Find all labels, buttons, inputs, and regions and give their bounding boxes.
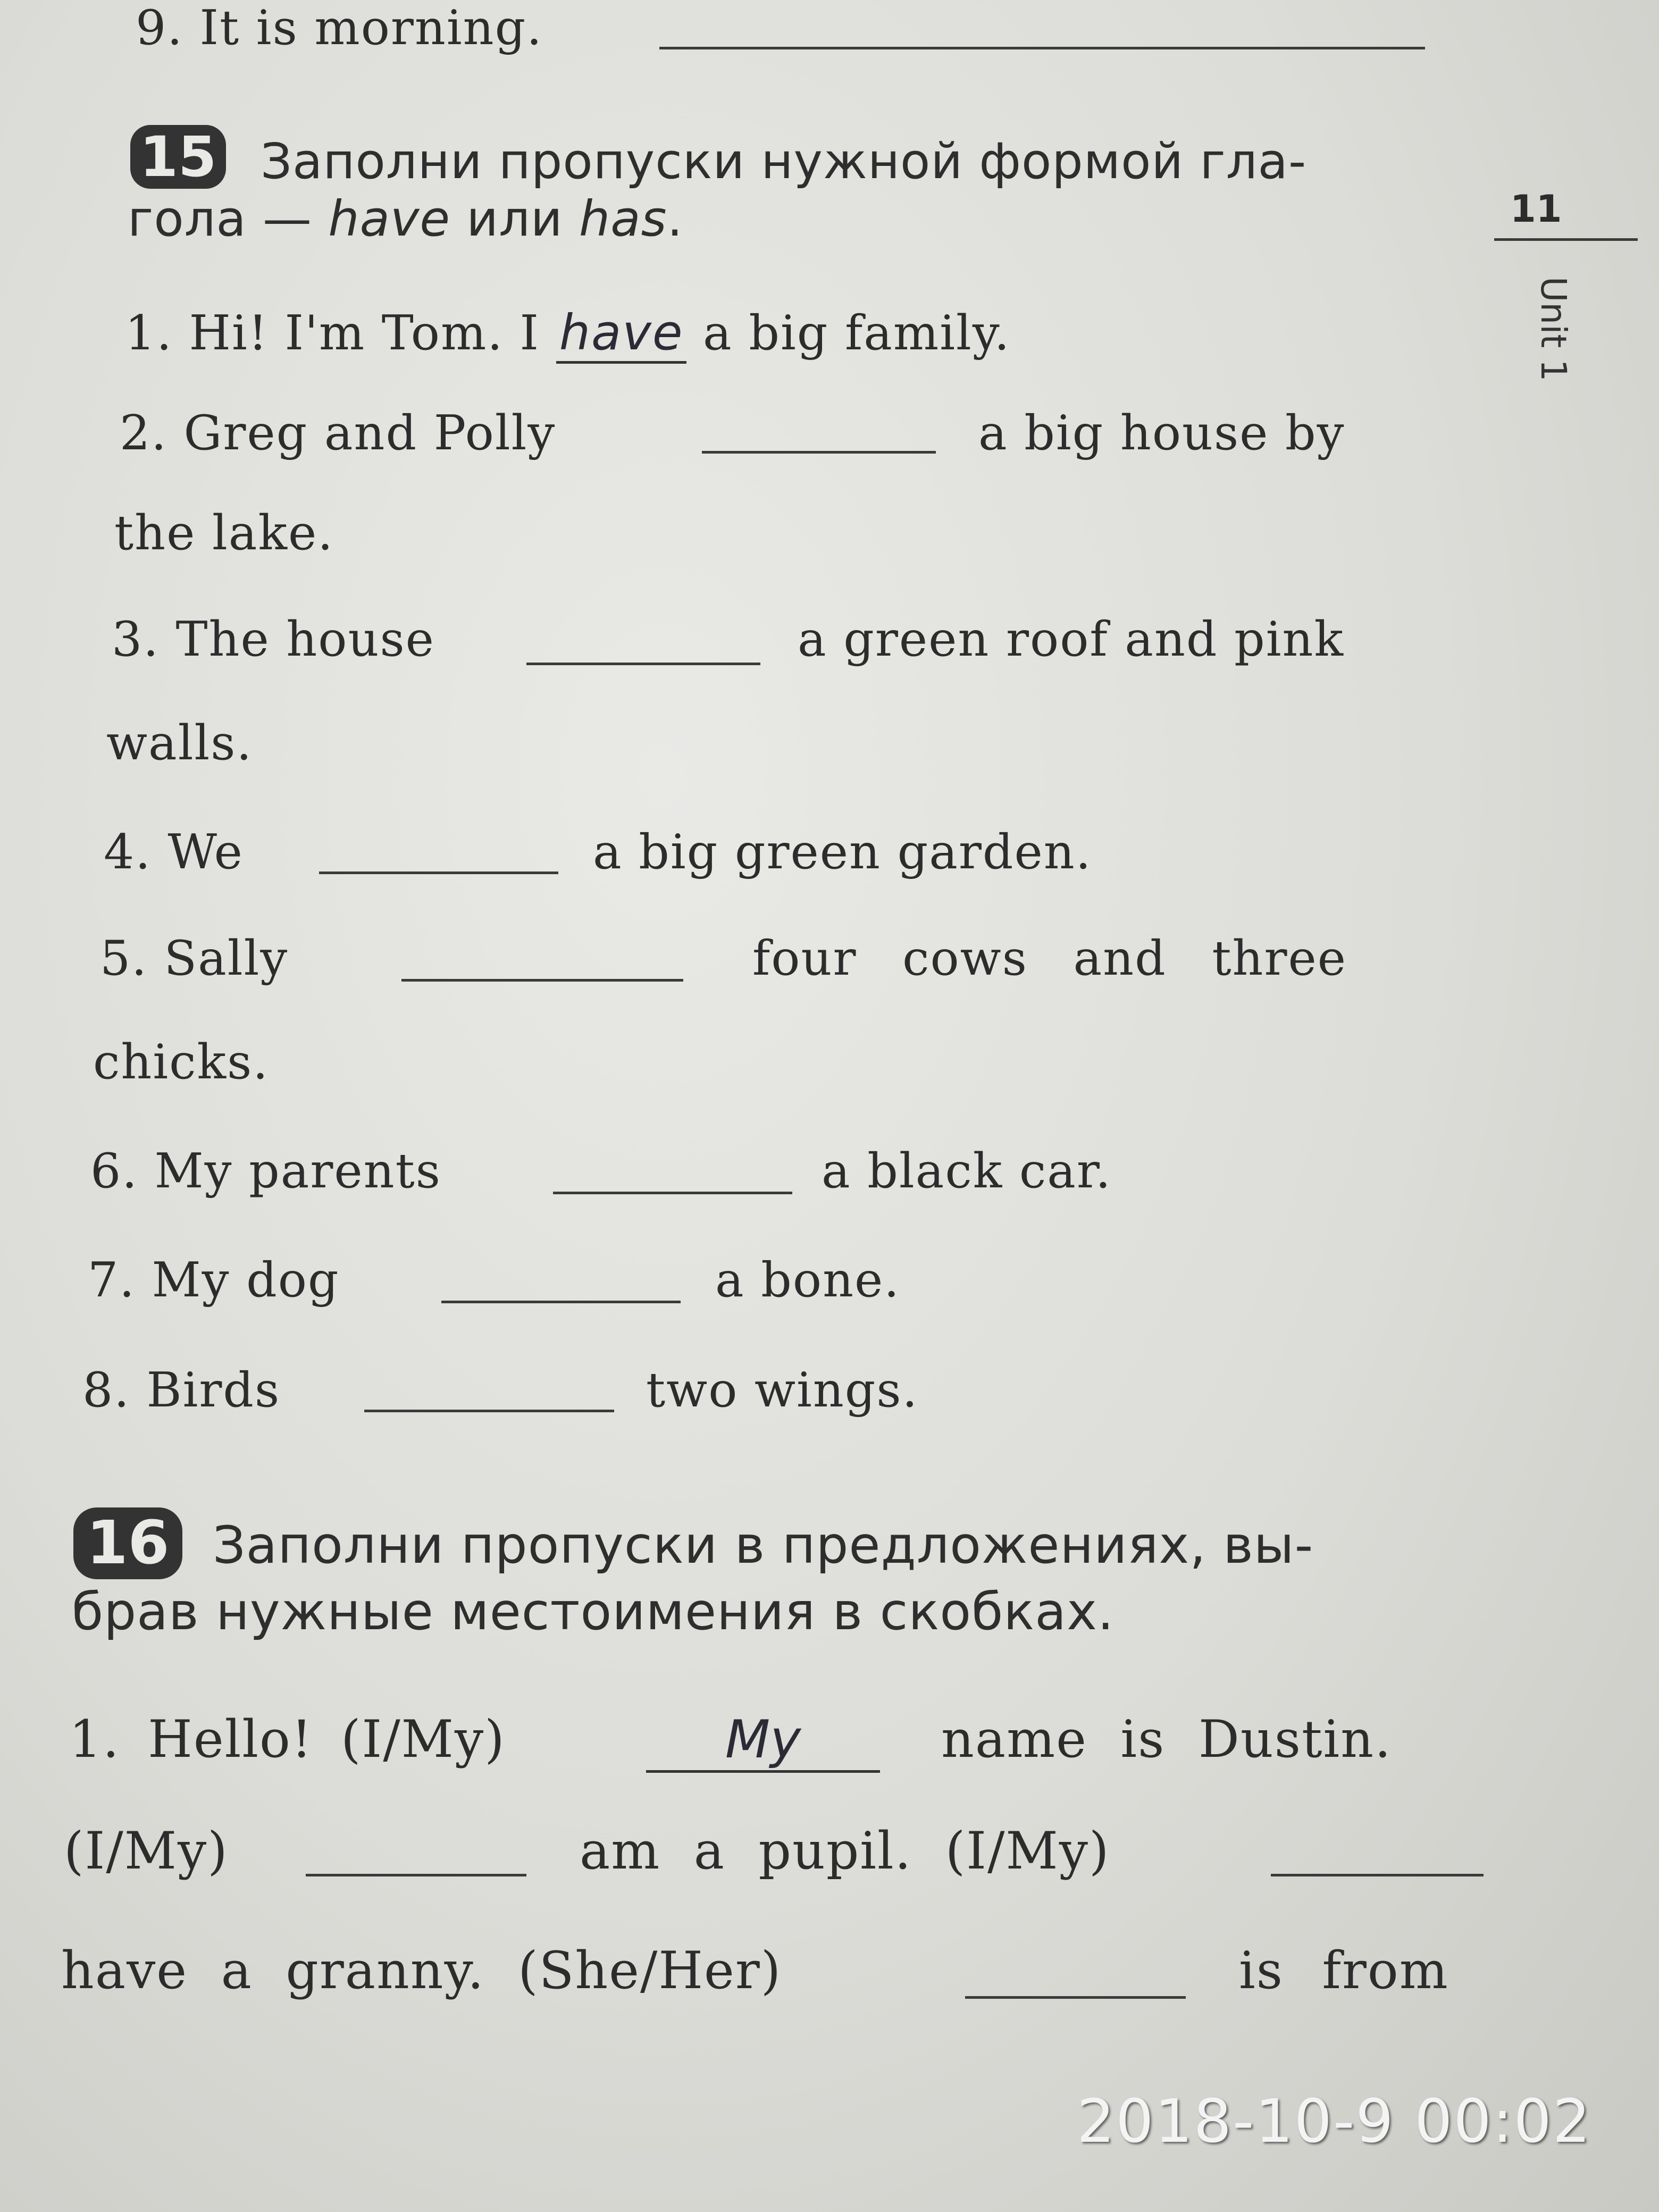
exercise-16-line-1 xyxy=(69,1710,506,1769)
answer-blank[interactable] xyxy=(441,1297,681,1303)
item-text: 4. We xyxy=(104,824,244,880)
unit-label xyxy=(1533,276,1574,381)
exercise-15-item-2-line-2 xyxy=(114,505,334,561)
exercise-15-item-7 xyxy=(88,1252,340,1308)
item-text: name is Dustin. xyxy=(941,1710,1392,1769)
margin-rule xyxy=(1494,238,1638,241)
answer-blank[interactable] xyxy=(553,1188,792,1194)
exercise-15-item-5-cont xyxy=(752,931,1347,986)
item-text: the lake. xyxy=(114,505,334,561)
item-text: chicks. xyxy=(93,1034,269,1090)
exercise-16-number: 16 xyxy=(86,1509,170,1578)
instruction-text: или xyxy=(450,190,579,247)
item-text: a bone. xyxy=(715,1252,900,1308)
have-word: have xyxy=(328,190,451,247)
unit-label-text: Unit 1 xyxy=(1533,276,1574,382)
exercise-15-item-3-cont xyxy=(798,611,1344,667)
exercise-15-item-6 xyxy=(90,1143,441,1199)
instruction-text: . xyxy=(667,190,683,247)
exercise-14-line-9 xyxy=(136,0,543,56)
exercise-15-item-3-line-2 xyxy=(106,715,253,771)
item-text: 7. My dog xyxy=(88,1252,340,1308)
item-text: is from xyxy=(1239,1941,1449,2000)
exercise-16-line-2-cont xyxy=(580,1821,1110,1881)
answer-blank[interactable] xyxy=(526,659,760,665)
item-text: a black car. xyxy=(822,1143,1112,1199)
answer-blank[interactable] xyxy=(965,1993,1186,1999)
exercise-15-item-3 xyxy=(112,611,435,667)
item-text: 8. Birds xyxy=(82,1362,281,1418)
line-9-text: 9. It is morning. xyxy=(136,0,543,56)
item-text: a green roof and pink xyxy=(798,611,1345,667)
exercise-15-item-5 xyxy=(100,931,288,986)
exercise-16-line-3-cont xyxy=(1239,1941,1449,2000)
exercise-15-number: 15 xyxy=(139,124,217,189)
exercise-15-item-1 xyxy=(125,304,1010,361)
exercise-15-item-6-cont xyxy=(822,1143,1112,1199)
item-text: a big green garden. xyxy=(593,824,1092,880)
item-text: a big family. xyxy=(686,305,1011,361)
exercise-16-badge xyxy=(73,1507,182,1579)
exercise-16-line-3 xyxy=(61,1941,782,2000)
instruction-text: Заполни пропуски в предложениях, вы- xyxy=(213,1515,1314,1575)
exercise-15-item-4-cont xyxy=(593,824,1092,880)
handwritten-answer: have xyxy=(556,304,687,364)
exercise-16-answer-1 xyxy=(646,1710,880,1773)
exercise-15-badge xyxy=(130,125,226,189)
answer-blank[interactable] xyxy=(1271,1871,1484,1876)
handwritten-answer: My xyxy=(725,1710,801,1770)
exercise-15-instruction-line-2 xyxy=(128,190,683,247)
item-text: (I/My) xyxy=(64,1821,229,1881)
exercise-16-line-1-cont xyxy=(941,1710,1392,1769)
item-text: 5. Sally xyxy=(100,931,289,986)
instruction-text: Заполни пропуски нужной формой гла- xyxy=(261,133,1307,190)
item-text: 3. The house xyxy=(112,611,435,667)
exercise-15-item-5-line-2 xyxy=(93,1034,269,1090)
item-text: 1. Hi! I'm Tom. I xyxy=(125,305,556,361)
timestamp-text: 2018-10-9 00:02 xyxy=(1077,2087,1591,2156)
exercise-15-item-2-cont xyxy=(978,405,1345,461)
exercise-15-item-8-cont xyxy=(646,1362,918,1418)
item-text: two wings. xyxy=(646,1362,919,1418)
page-number-text: 11 xyxy=(1510,187,1562,231)
item-text: 1. Hello! (I/My) xyxy=(69,1710,506,1769)
exercise-15-instruction-line-1 xyxy=(261,133,1306,190)
exercise-15-item-7-cont xyxy=(715,1252,900,1308)
item-text: walls. xyxy=(106,715,253,771)
item-text: 6. My parents xyxy=(90,1143,441,1199)
instruction-text: брав нужные местоимения в скобках. xyxy=(72,1582,1115,1641)
exercise-15-item-8 xyxy=(82,1362,280,1418)
answer-blank[interactable] xyxy=(702,448,936,454)
item-text: four cows and three xyxy=(752,931,1347,986)
photo-timestamp xyxy=(1077,2087,1591,2156)
answer-blank[interactable] xyxy=(364,1406,614,1412)
answer-blank[interactable] xyxy=(306,1871,526,1876)
page-number xyxy=(1510,187,1562,231)
exercise-16-instruction-line-2 xyxy=(72,1582,1114,1641)
instruction-text: гола — xyxy=(128,190,329,247)
answer-blank[interactable] xyxy=(401,976,683,982)
exercise-16-instruction-line-1 xyxy=(213,1515,1313,1575)
answer-blank[interactable] xyxy=(319,868,558,874)
item-text: 2. Greg and Polly xyxy=(120,405,556,461)
exercise-15-item-2 xyxy=(120,405,556,461)
item-text: have a granny. (She/Her) xyxy=(61,1941,782,2000)
answer-blank xyxy=(659,44,1425,49)
item-text: am a pupil. (I/My) xyxy=(580,1821,1110,1881)
exercise-16-line-2 xyxy=(64,1821,229,1881)
has-word: has xyxy=(579,190,667,247)
item-text: a big house by xyxy=(978,405,1345,461)
exercise-15-item-4 xyxy=(104,824,244,880)
